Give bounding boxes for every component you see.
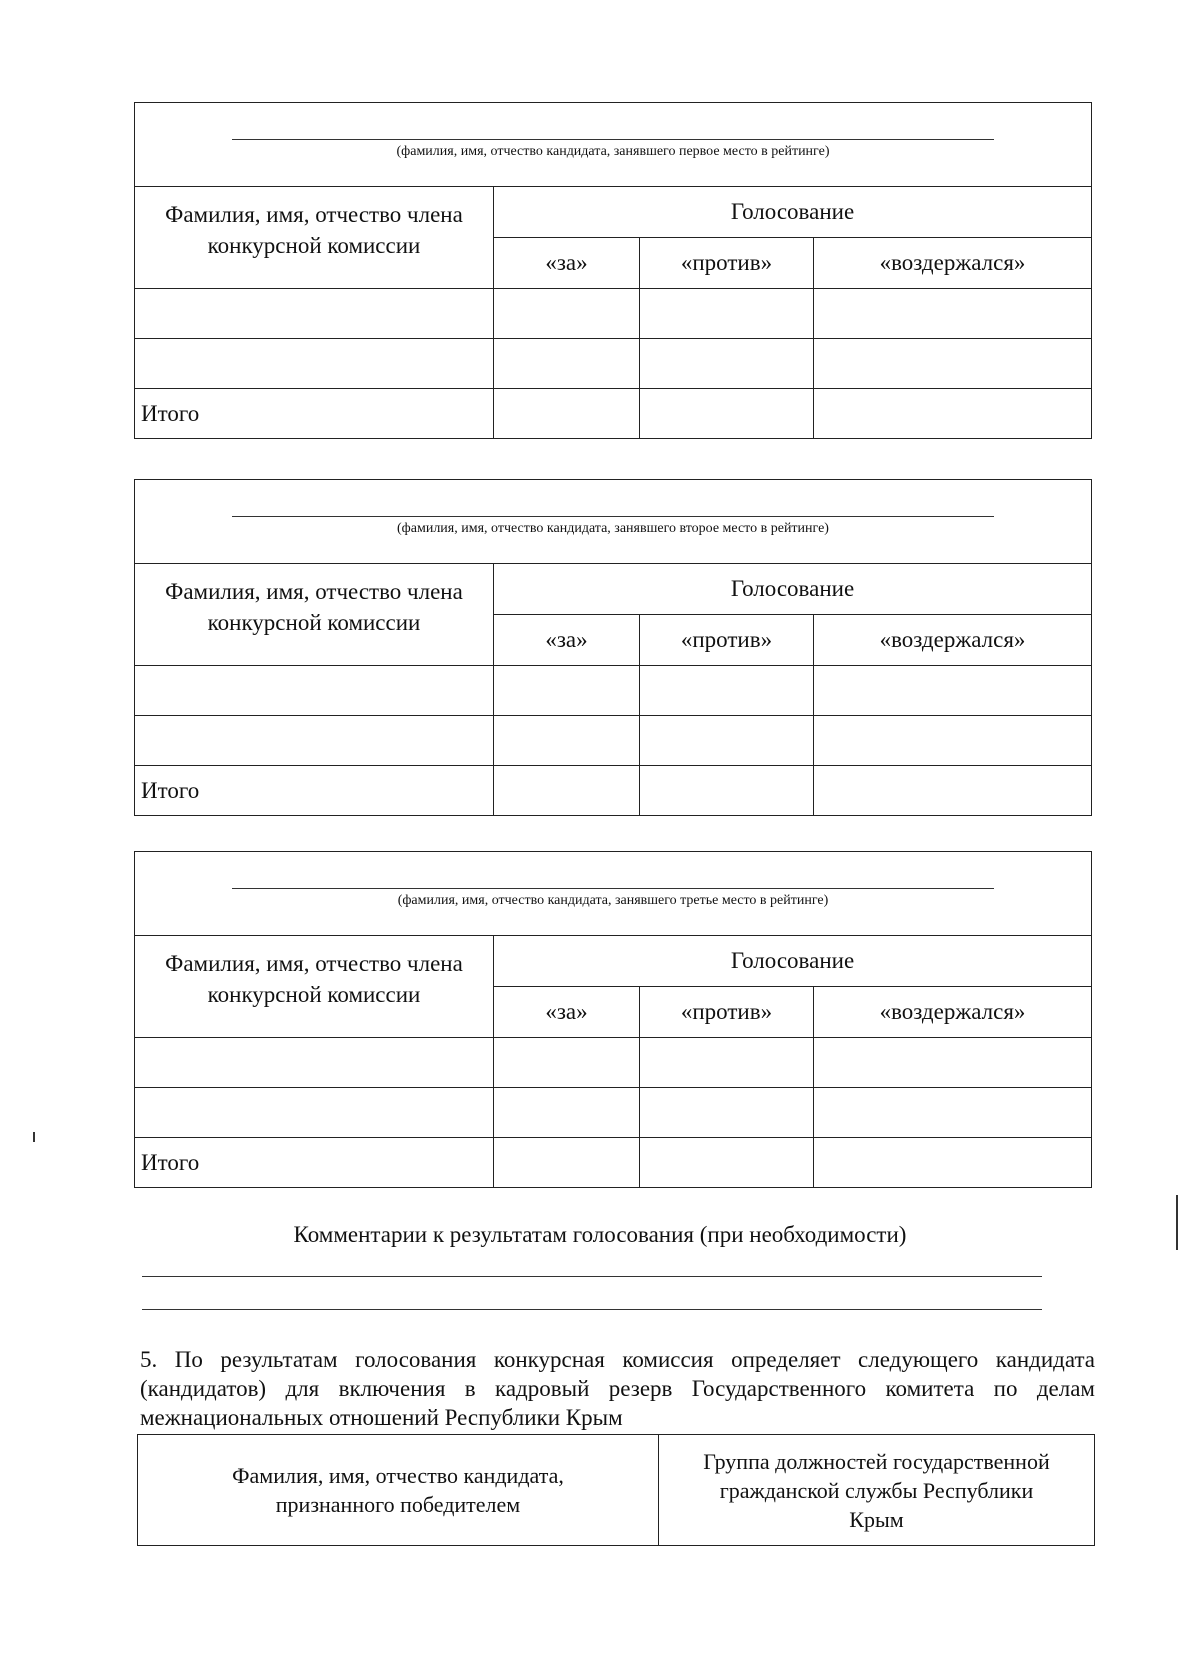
member-header: Фамилия, имя, отчество члена конкурсной комиссии xyxy=(135,187,494,289)
for-cell xyxy=(494,766,640,816)
voting-table xyxy=(134,479,1092,816)
total-row xyxy=(135,766,1092,816)
candidate-caption-cell xyxy=(135,480,1092,564)
against-cell xyxy=(640,389,814,439)
against-cell xyxy=(640,766,814,816)
comment-line xyxy=(142,1309,1042,1310)
for-cell xyxy=(494,1038,640,1088)
candidate-name-line xyxy=(232,888,994,889)
against-header: «против» xyxy=(640,987,814,1038)
abstained-header: «воздержался» xyxy=(814,238,1092,289)
abstained-cell xyxy=(814,389,1092,439)
against-cell xyxy=(640,339,814,389)
member-cell xyxy=(135,339,494,389)
candidate-caption: (фамилия, имя, отчество кандидата, занявшего второе место в рейтинге) xyxy=(397,521,829,536)
member-header: Фамилия, имя, отчество члена конкурсной комиссии xyxy=(135,936,494,1038)
member-cell xyxy=(135,716,494,766)
voting-table xyxy=(134,851,1092,1188)
total-row xyxy=(135,389,1092,439)
for-cell xyxy=(494,1138,640,1188)
abstained-cell xyxy=(814,339,1092,389)
candidate-name-line xyxy=(232,139,994,140)
total-label: Итого xyxy=(135,389,494,439)
member-cell xyxy=(135,1088,494,1138)
table-row xyxy=(135,716,1092,766)
candidate-caption-cell xyxy=(135,852,1092,936)
for-cell xyxy=(494,389,640,439)
abstained-cell xyxy=(814,766,1092,816)
abstained-cell xyxy=(814,1088,1092,1138)
for-cell xyxy=(494,666,640,716)
against-cell xyxy=(640,1088,814,1138)
against-cell xyxy=(640,1038,814,1088)
abstained-cell xyxy=(814,716,1092,766)
member-cell xyxy=(135,666,494,716)
against-cell xyxy=(640,1138,814,1188)
table-row xyxy=(135,339,1092,389)
total-label: Итого xyxy=(135,1138,494,1188)
for-header: «за» xyxy=(494,987,640,1038)
candidate-caption-cell xyxy=(135,103,1092,187)
position-group-header: Группа должностей государственной гражданской службы Республики Крым xyxy=(659,1435,1095,1546)
voting-header: Голосование xyxy=(494,187,1092,238)
against-header: «против» xyxy=(640,238,814,289)
against-cell xyxy=(640,716,814,766)
candidate-caption: (фамилия, имя, отчество кандидата, занявшего первое место в рейтинге) xyxy=(396,144,830,159)
candidate-name-line xyxy=(232,516,994,517)
abstained-header: «воздержался» xyxy=(814,615,1092,666)
abstained-cell xyxy=(814,289,1092,339)
total-row xyxy=(135,1138,1092,1188)
abstained-cell xyxy=(814,1138,1092,1188)
voting-header: Голосование xyxy=(494,936,1092,987)
member-cell xyxy=(135,1038,494,1088)
candidate-caption: (фамилия, имя, отчество кандидата, занявшего третье место в рейтинге) xyxy=(397,893,829,908)
member-header: Фамилия, имя, отчество члена конкурсной комиссии xyxy=(135,564,494,666)
for-cell xyxy=(494,289,640,339)
for-header: «за» xyxy=(494,238,640,289)
paragraph-5: 5. По результатам голосования конкурсная комиссия определяет следующего кандидата (кандидатов) для включения в кадровый резерв Государственного комитета по делам межнациональных отношений Республики Крым xyxy=(140,1347,1095,1430)
for-cell xyxy=(494,716,640,766)
table-row xyxy=(135,666,1092,716)
member-cell xyxy=(135,289,494,339)
against-header: «против» xyxy=(640,615,814,666)
abstained-header: «воздержался» xyxy=(814,987,1092,1038)
scan-mark xyxy=(1176,1195,1178,1250)
comments-heading: Комментарии к результатам голосования (при необходимости) xyxy=(293,1222,907,1247)
for-cell xyxy=(494,339,640,389)
table-row xyxy=(135,1088,1092,1138)
result-table xyxy=(137,1434,1095,1546)
abstained-cell xyxy=(814,1038,1092,1088)
winner-name-header: Фамилия, имя, отчество кандидата, признанного победителем xyxy=(138,1435,659,1546)
table-row xyxy=(135,289,1092,339)
voting-table xyxy=(134,102,1092,439)
scan-mark xyxy=(33,1132,35,1142)
against-cell xyxy=(640,289,814,339)
for-header: «за» xyxy=(494,615,640,666)
against-cell xyxy=(640,666,814,716)
voting-header: Голосование xyxy=(494,564,1092,615)
total-label: Итого xyxy=(135,766,494,816)
for-cell xyxy=(494,1088,640,1138)
abstained-cell xyxy=(814,666,1092,716)
table-row xyxy=(135,1038,1092,1088)
comment-line xyxy=(142,1276,1042,1277)
